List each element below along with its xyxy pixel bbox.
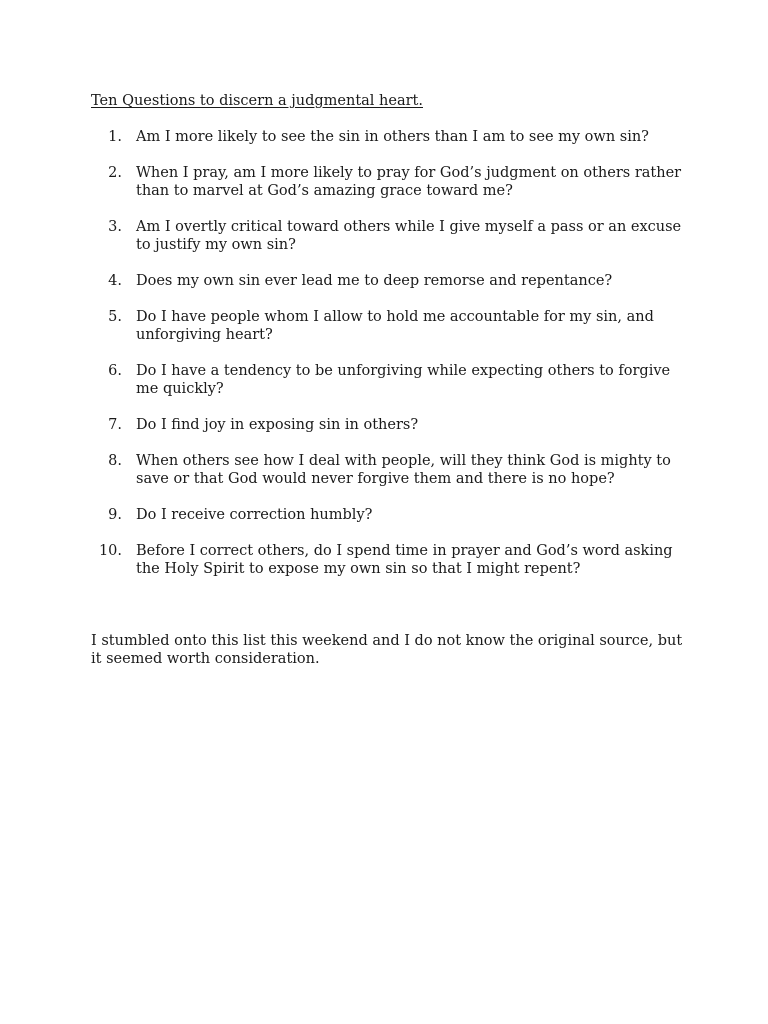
question-item-3 xyxy=(91,218,691,254)
question-number: 5. xyxy=(108,309,122,325)
question-item-2 xyxy=(91,164,691,200)
question-number: 9. xyxy=(108,507,122,523)
document-title: Ten Questions to discern a judgmental heart. xyxy=(91,93,423,109)
question-text: Do I find joy in exposing sin in others? xyxy=(136,417,419,433)
question-number: 10. xyxy=(98,543,122,559)
question-text: Do I have people whom I allow to hold me accountable for my sin, and unforgiving heart? xyxy=(136,309,654,343)
question-text: Before I correct others, do I spend time in prayer and God’s word asking the Holy Spirit to expose my own sin so that I might repent? xyxy=(136,543,673,577)
question-text: Am I overtly critical toward others while I give myself a pass or an excuse to justify my own sin? xyxy=(136,219,682,253)
question-item-10 xyxy=(91,542,691,578)
question-number: 6. xyxy=(108,363,122,379)
question-item-5 xyxy=(91,308,691,344)
question-text: When others see how I deal with people, will they think God is mighty to save or that God would never forgive them and there is no hope? xyxy=(136,453,671,487)
document-page xyxy=(91,92,691,668)
question-item-4 xyxy=(91,272,691,290)
question-item-7 xyxy=(91,416,691,434)
question-number: 4. xyxy=(108,273,122,289)
question-number: 8. xyxy=(108,453,122,469)
question-text: Do I have a tendency to be unforgiving while expecting others to forgive me quickly? xyxy=(136,363,671,397)
question-number: 2. xyxy=(108,165,122,181)
question-text: Does my own sin ever lead me to deep remorse and repentance? xyxy=(136,273,613,289)
question-number: 3. xyxy=(108,219,122,235)
question-text: When I pray, am I more likely to pray for God’s judgment on others rather than to marvel at God’s amazing grace toward me? xyxy=(136,165,682,199)
closing-note: I stumbled onto this list this weekend and I do not know the original source, but it seemed worth consideration. xyxy=(91,633,683,667)
question-item-1 xyxy=(91,128,691,146)
question-item-6 xyxy=(91,362,691,398)
question-item-8 xyxy=(91,452,691,488)
question-text: Do I receive correction humbly? xyxy=(136,507,373,523)
question-list xyxy=(91,128,691,578)
question-text: Am I more likely to see the sin in others than I am to see my own sin? xyxy=(136,129,649,145)
question-item-9 xyxy=(91,506,691,524)
question-number: 1. xyxy=(108,129,122,145)
question-number: 7. xyxy=(108,417,122,433)
